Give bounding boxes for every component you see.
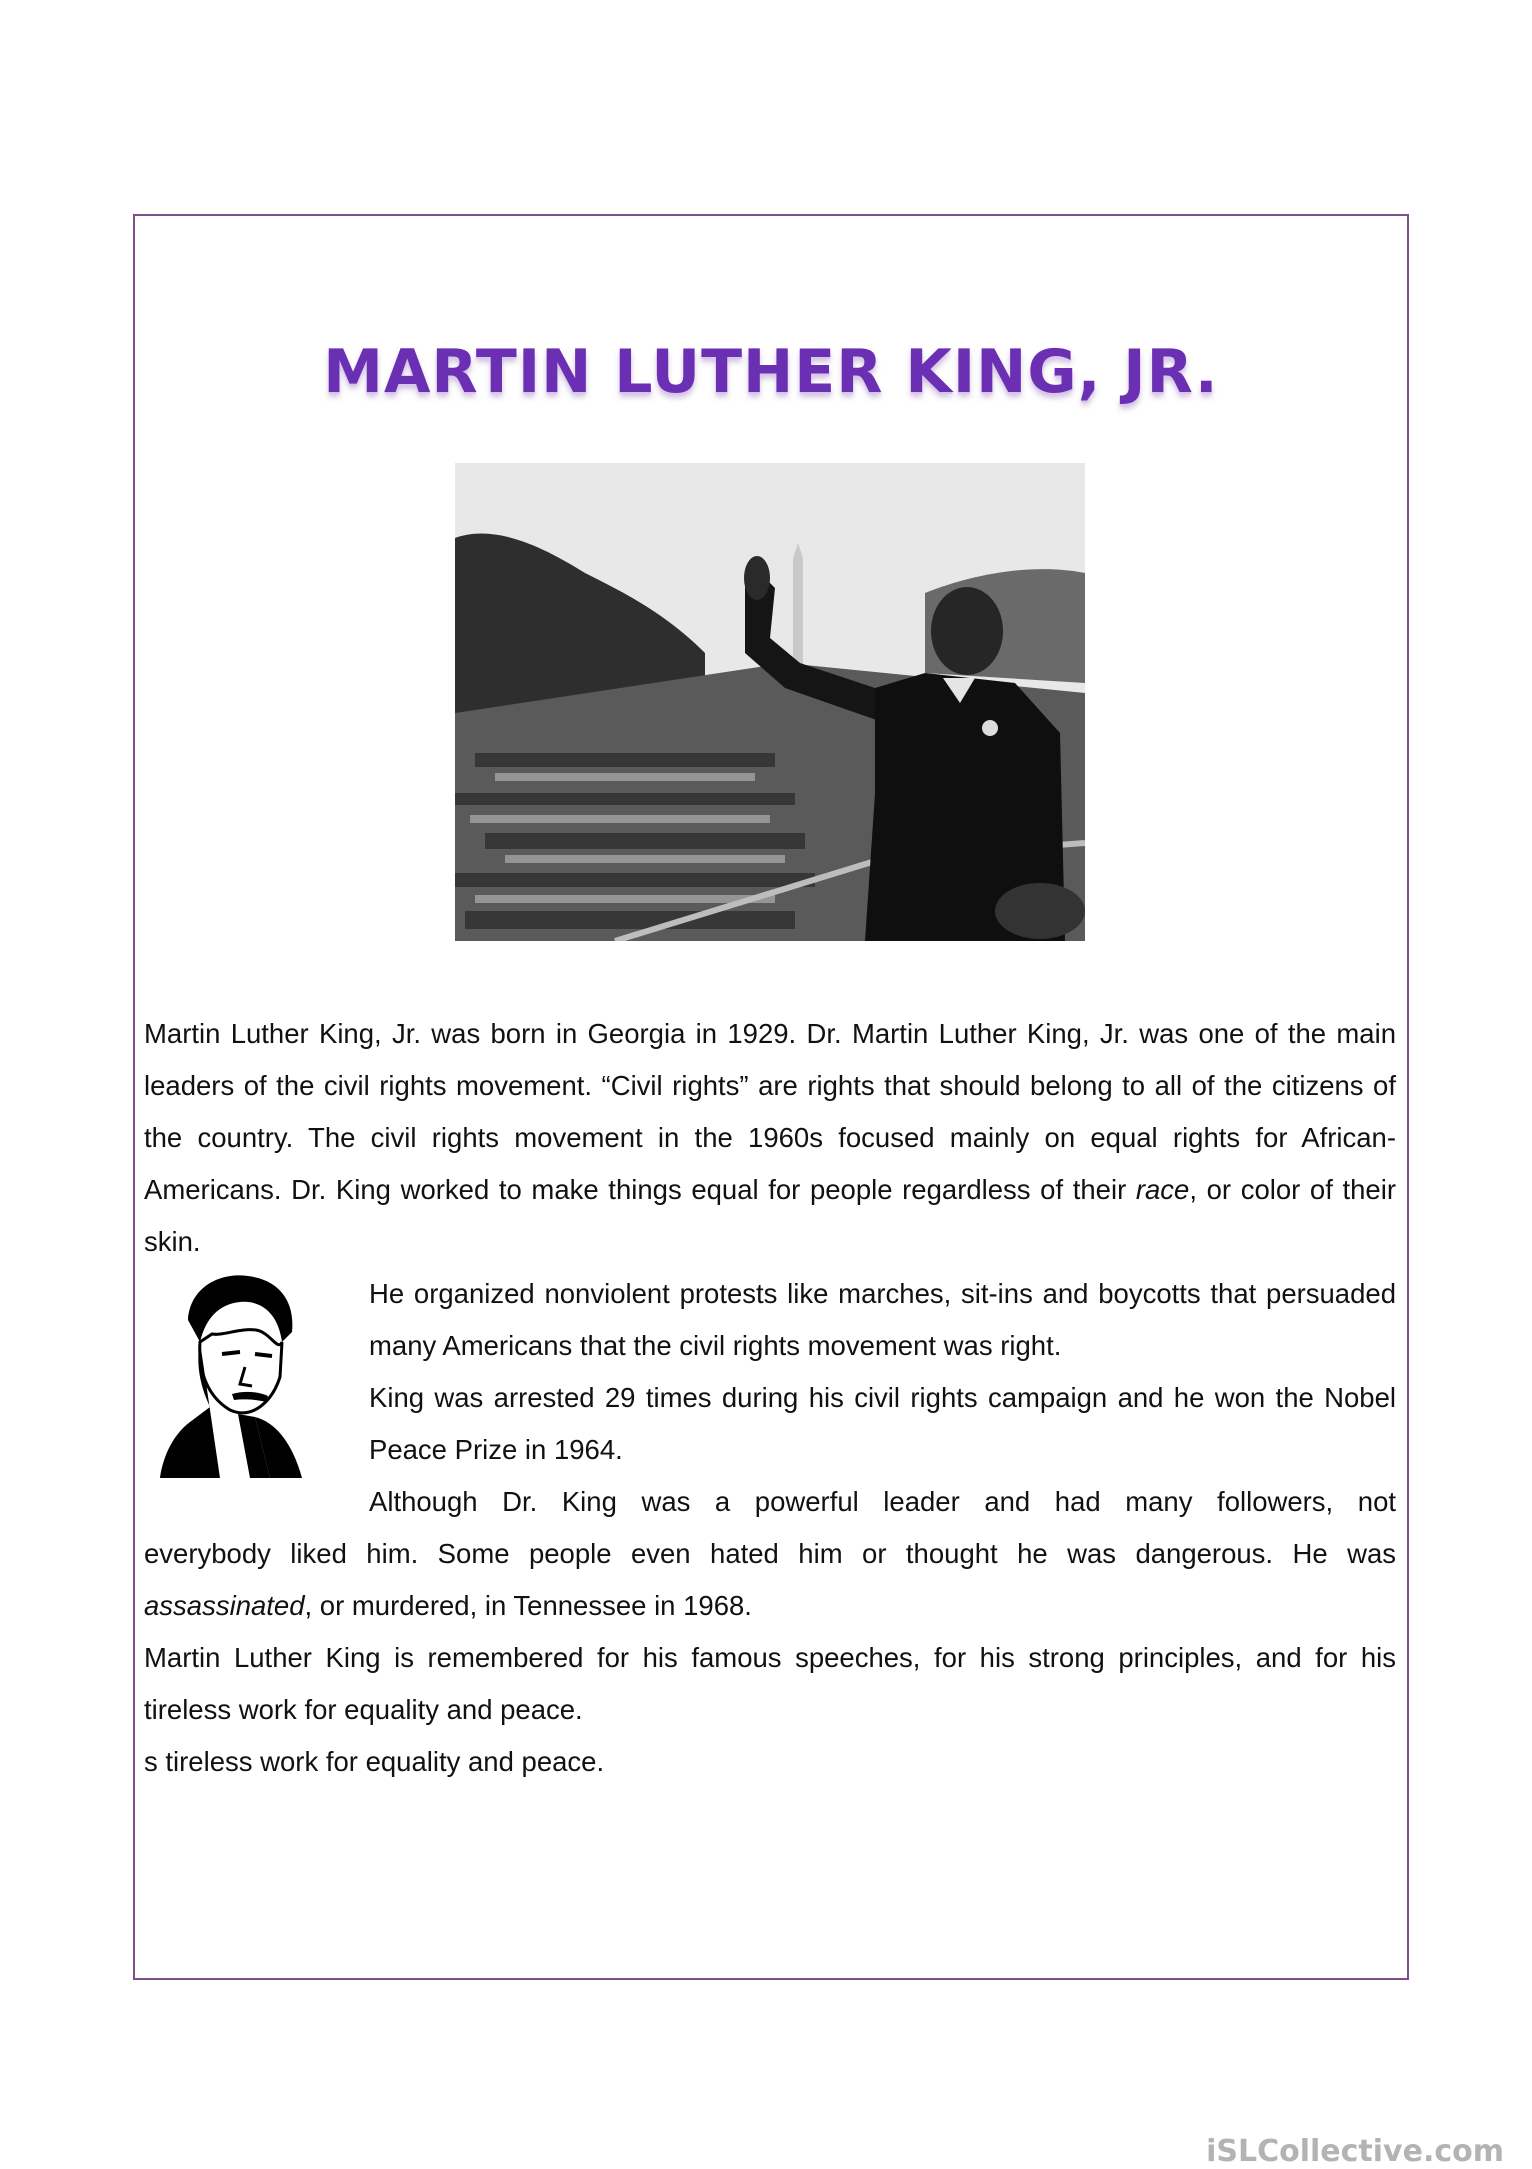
emphasis-race: race <box>1135 1174 1190 1205</box>
page-title: MARTIN LUTHER KING, JR. <box>323 337 1219 407</box>
paragraph-protests: He organized nonviolent protests like marches, sit-ins and boycotts that persuaded many Americans that the civil rights movement was right. <box>369 1278 1396 1361</box>
watermark: iSLCollective.com <box>1206 2134 1504 2169</box>
portrait-sketch <box>160 1272 302 1478</box>
paragraph-duplicate-fragment: s tireless work for equality and peace. <box>144 1746 605 1777</box>
speech-photo <box>455 463 1085 941</box>
paragraph-followers-rest: everybody liked him. Some people even hated him or thought he was dangerous. He was assassinated, or murdered, in Tennessee in 1968. <box>144 1538 1396 1621</box>
paragraph-followers-line1: Although Dr. King was a powerful leader and had many followers, not <box>369 1486 1396 1517</box>
paragraph-legacy: Martin Luther King is remembered for his famous speeches, for his strong principles, and for his tireless work for equality and peace. <box>144 1642 1396 1725</box>
paragraph-arrests: King was arrested 29 times during his civil rights campaign and he won the Nobel Peace Prize in 1964. <box>369 1382 1396 1465</box>
emphasis-assassinated: assassinated <box>144 1590 305 1621</box>
paragraph-intro: Martin Luther King, Jr. was born in Georgia in 1929. Dr. Martin Luther King, Jr. was one of the main leaders of the civil rights movement. “Civil rights” are rights that should belong to all of the citizens of the country. The civil rights movement in the 1960s focused mainly on equal rights for African-Americans. Dr. King worked to make things equal for people regardless of their race, or color of their skin. <box>144 1018 1396 1257</box>
